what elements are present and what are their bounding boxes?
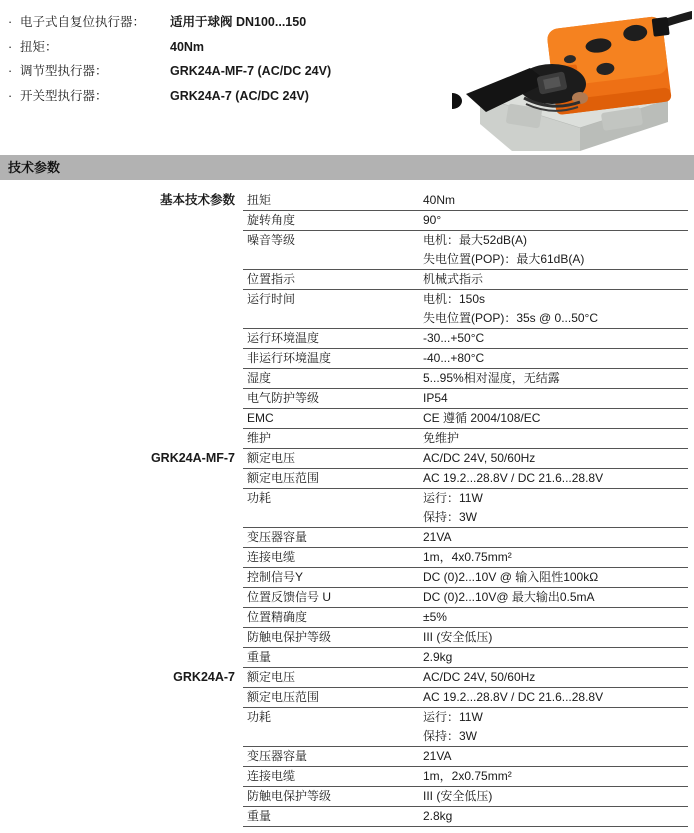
spec-param-value [423,588,688,607]
spec-value-line: AC/DC 24V, 50/60Hz [423,451,536,465]
spec-group-label [0,349,237,369]
table-row [0,767,694,787]
table-row [0,211,694,231]
spec-param-name: 湿度 [247,371,272,385]
spec-value-line: DC (0)2...10V@ 最大输出0.5mA [423,590,595,604]
table-row [0,231,694,270]
spec-param-value [423,191,688,210]
table-row [0,449,694,469]
spec-row-body [243,329,688,349]
spec-row-body [243,688,688,708]
product-photo [452,2,692,152]
spec-table [0,191,694,827]
table-row [0,608,694,628]
summary-item [8,86,448,111]
spec-group-label [0,548,237,568]
bullet-icon: · [8,39,13,54]
spec-param-name: 变压器容量 [247,749,308,763]
spec-value-line: CE 遵循 2004/108/EC [423,411,541,425]
table-row [0,349,694,369]
spec-group-label [0,708,237,747]
spec-group-label: GRK24A-7 [173,670,235,684]
spec-param-name: 防触电保护等级 [247,789,332,803]
spec-param-value [423,290,688,328]
spec-param-name: 运行环境温度 [247,331,320,345]
spec-param-value [423,608,688,627]
table-row [0,429,694,449]
spec-group-label [0,270,237,290]
spec-param-name: 电气防护等级 [247,391,320,405]
spec-value-line: 90° [423,213,442,227]
spec-value-line: 5...95%相对湿度，无结露 [423,371,560,385]
spec-value-line: IP54 [423,391,448,405]
table-row [0,191,694,211]
spec-value-line: ±5% [423,610,447,624]
spec-row-body [243,211,688,231]
table-row [0,329,694,349]
spec-row-body [243,429,688,449]
bullet-icon: · [8,88,13,103]
spec-group-label [0,608,237,628]
spec-group-label [0,787,237,807]
spec-param-name: 扭矩 [247,193,272,207]
spec-group-label [0,389,237,409]
table-row [0,668,694,688]
spec-group-label [0,469,237,489]
spec-param-name: 连接电缆 [247,769,296,783]
spec-param-name: 控制信号Y [247,570,304,584]
spec-row-body [243,369,688,389]
spec-group-label [0,528,237,548]
spec-value-line: 免维护 [423,431,460,445]
spec-row-body [243,588,688,608]
spec-group-label [0,747,237,767]
spec-group-label [0,588,237,608]
section-title: 技术参数 [8,160,61,175]
spec-value-line: DC (0)2...10V @ 输入阻性100kΩ [423,570,599,584]
spec-param-name: 变压器容量 [247,530,308,544]
spec-param-name: 旋转角度 [247,213,296,227]
spec-group-label [0,807,237,827]
spec-value-line: 21VA [423,749,452,763]
spec-value-line: 1m，2x0.75mm² [423,769,512,783]
spec-row-body [243,449,688,469]
spec-value-line: 21VA [423,530,452,544]
summary-item [8,61,448,86]
spec-param-name: 额定电压范围 [247,690,320,704]
spec-param-name: 额定电压 [247,451,296,465]
spec-row-body [243,489,688,528]
table-row [0,787,694,807]
spec-param-value [423,349,688,368]
spec-param-value [423,648,688,667]
spec-row-body [243,270,688,290]
summary-value: GRK24A-MF-7 (AC/DC 24V) [170,64,332,78]
spec-param-name: EMC [247,411,274,425]
spec-param-value [423,429,688,448]
summary-label: 扭矩： [20,39,58,54]
spec-row-body [243,648,688,668]
table-row [0,747,694,767]
spec-value-line: 机械式指示 [423,272,484,286]
spec-param-value [423,568,688,587]
spec-param-value [423,469,688,488]
table-row [0,469,694,489]
spec-row-body [243,807,688,827]
spec-group-label [0,489,237,528]
spec-row-body [243,349,688,369]
spec-param-value [423,528,688,547]
spec-param-value [423,787,688,806]
spec-row-body [243,290,688,329]
spec-row-body [243,548,688,568]
table-row [0,807,694,827]
spec-value-line: 电机：最大52dB(A) [423,233,528,247]
spec-value-line: 运行：11W [423,491,483,505]
spec-group-label [0,329,237,349]
table-row [0,648,694,668]
table-row [0,389,694,409]
spec-row-body [243,231,688,270]
spec-param-value [423,767,688,786]
table-row [0,548,694,568]
table-row [0,290,694,329]
spec-param-name: 噪音等级 [247,233,296,247]
summary-item [8,37,448,62]
spec-param-name: 位置指示 [247,272,296,286]
table-row [0,369,694,389]
spec-param-name: 位置精确度 [247,610,308,624]
table-row [0,628,694,648]
spec-param-value [423,449,688,468]
spec-value-line: III (安全低压) [423,789,493,803]
spec-param-name: 重量 [247,650,272,664]
summary-item [8,12,448,37]
spec-param-name: 连接电缆 [247,550,296,564]
spec-row-body [243,628,688,648]
spec-param-value [423,489,688,527]
table-row [0,568,694,588]
spec-param-name: 防触电保护等级 [247,630,332,644]
spec-param-name: 位置反馈信号 U [247,590,332,604]
spec-param-value [423,389,688,408]
spec-row-body [243,787,688,807]
spec-value-line: 电机：150s [423,292,486,306]
summary-value: 适用于球阀 DN100...150 [170,15,307,29]
spec-param-value [423,231,688,269]
spec-param-value [423,329,688,348]
bullet-icon: · [8,64,13,78]
spec-value-line: III (安全低压) [423,630,493,644]
spec-param-name: 额定电压 [247,670,296,684]
spec-param-value [423,807,688,826]
summary-value: 40Nm [170,39,205,54]
actuator-illustration [452,2,692,152]
spec-param-value [423,747,688,766]
spec-param-value [423,548,688,567]
spec-group-label: 基本技术参数 [159,193,235,207]
spec-value-line: -40...+80°C [423,351,485,365]
spec-group-label [0,290,237,329]
summary-label: 开关型执行器： [20,88,108,103]
table-row [0,270,694,290]
spec-row-body [243,767,688,787]
spec-param-value [423,270,688,289]
spec-group-label [0,628,237,648]
spec-value-line: AC/DC 24V, 50/60Hz [423,670,536,684]
spec-value-line: 40Nm [423,193,456,207]
spec-value-line: 1m，4x0.75mm² [423,550,512,564]
table-row [0,708,694,747]
spec-row-body [243,668,688,688]
section-header [0,155,694,180]
spec-value-line: 运行：11W [423,710,483,724]
spec-param-value [423,628,688,647]
spec-group-label [0,648,237,668]
spec-value-line: -30...+50°C [423,331,485,345]
spec-param-name: 维护 [247,431,272,445]
spec-param-name: 额定电压范围 [247,471,320,485]
spec-row-body [243,708,688,747]
spec-group-label [0,409,237,429]
summary-label: 调节型执行器： [20,64,108,78]
spec-group-label [0,231,237,270]
spec-group-label [0,211,237,231]
spec-param-value [423,668,688,687]
spec-param-value [423,708,688,746]
spec-row-body [243,747,688,767]
spec-group-label [0,688,237,708]
spec-row-body [243,568,688,588]
product-summary-list [8,12,448,110]
spec-row-body [243,608,688,628]
spec-param-name: 非运行环境温度 [247,351,332,365]
spec-row-body [243,528,688,548]
spec-group-label: GRK24A-MF-7 [150,451,235,465]
table-row [0,588,694,608]
spec-param-value [423,369,688,388]
spec-value-line: 保持：3W [423,510,478,524]
spec-value-line: 失电位置(POP)：最大61dB(A) [423,252,585,266]
spec-group-label [0,429,237,449]
table-row [0,528,694,548]
spec-row-body [243,389,688,409]
summary-label: 电子式自复位执行器： [20,15,146,29]
spec-value-line: AC 19.2...28.8V / DC 21.6...28.8V [423,690,604,704]
bullet-icon: · [8,15,13,29]
spec-row-body [243,469,688,489]
summary-value: GRK24A-7 (AC/DC 24V) [170,88,309,103]
spec-group-label [0,568,237,588]
spec-param-value [423,688,688,707]
table-row [0,409,694,429]
spec-param-name: 功耗 [247,491,272,505]
spec-param-value [423,409,688,428]
table-row [0,688,694,708]
spec-param-value [423,211,688,230]
spec-row-body [243,191,688,211]
spec-param-name: 功耗 [247,710,272,724]
spec-value-line: AC 19.2...28.8V / DC 21.6...28.8V [423,471,604,485]
spec-value-line: 2.9kg [423,650,453,664]
spec-group-label [0,369,237,389]
terminal-block [652,17,670,37]
spec-param-name: 运行时间 [247,292,296,306]
table-row [0,489,694,528]
spec-value-line: 2.8kg [423,809,453,823]
spec-value-line: 保持：3W [423,729,478,743]
spec-group-label [0,767,237,787]
spec-param-name: 重量 [247,809,272,823]
spec-row-body [243,409,688,429]
spec-value-line: 失电位置(POP)：35s @ 0...50°C [423,311,599,325]
